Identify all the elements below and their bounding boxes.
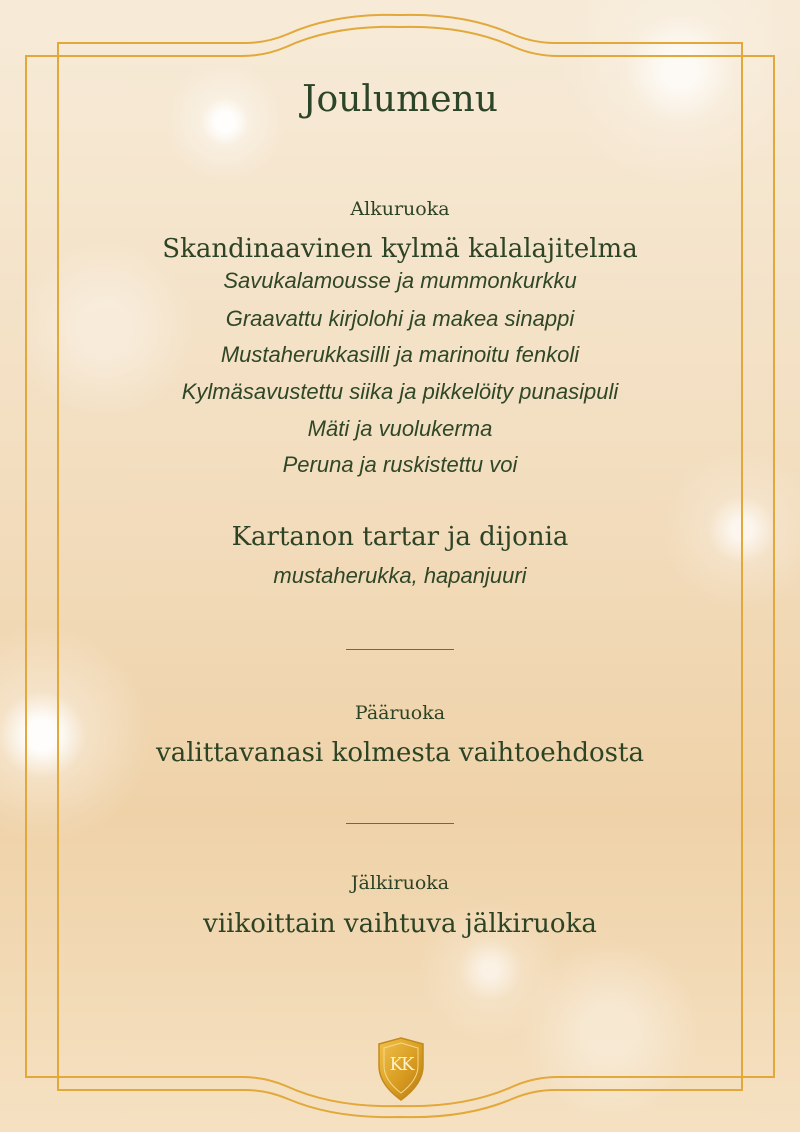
dessert-text: viikoittain vaihtuva jälkiruoka [203,909,597,939]
starter-second-title: Kartanon tartar ja dijonia [231,522,569,552]
main-course-text: valittavanasi kolmesta vaihtoehdosta [156,738,644,768]
starter-second-subtitle: mustaherukka, hapanjuuri [273,563,527,588]
starter-main-title: Skandinaavinen kylmä kalalajitelma [162,234,638,264]
starter-item-1: Savukalamousse ja mummonkurkku [223,268,577,293]
page-title: Joulumenu [302,79,498,120]
logo-text: KK [389,1054,413,1075]
starter-item-5: Mäti ja vuolukerma [307,416,493,441]
starter-item-3: Mustaherukkasilli ja marinoitu fenkoli [220,342,580,367]
section-divider-bottom [346,823,454,824]
section-divider-top [346,649,454,650]
dessert-label: Jälkiruoka [350,872,450,894]
starter-item-4: Kylmäsavustettu siika ja pikkelöity punasipuli [181,379,619,404]
starter-label: Alkuruoka [350,198,450,220]
main-course-label: Pääruoka [354,702,446,724]
starter-item-6: Peruna ja ruskistettu voi [282,452,518,477]
starter-item-2: Graavattu kirjolohi ja makea sinappi [225,306,575,331]
